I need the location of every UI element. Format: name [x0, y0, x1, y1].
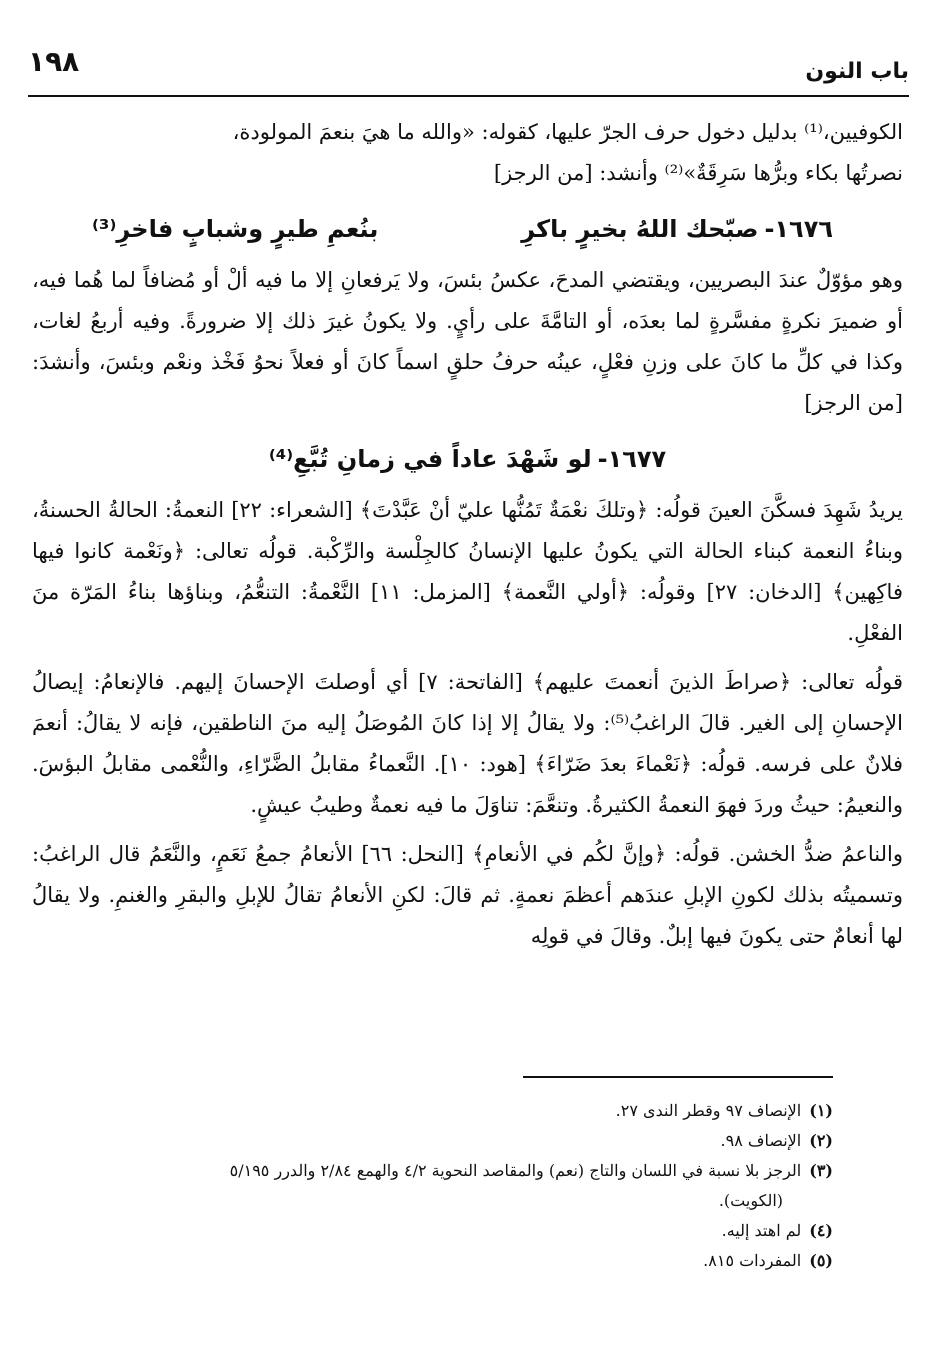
paragraph-1 — [32, 112, 903, 194]
verse-1676 — [32, 202, 903, 256]
footnote: (٢)الإنصاف ٩٨. — [720, 1131, 833, 1150]
footnote: (٣)الرجز بلا نسبة في اللسان والتاج (نعم) والمقاصد النحوية ٤/٢ والهمع ٢/٨٤ والدرر ٥/١٩٥ — [229, 1161, 833, 1180]
paragraph-1-line-2: نصرتُها بكاء وبرُّها سَرِقَةٌ»⁽²⁾ وأنشد: [من الرجز] — [493, 161, 903, 185]
verse-1677 — [32, 432, 903, 486]
footnote-continuation: (الكويت). — [718, 1191, 783, 1210]
verse-number: ١٦٧٦- — [764, 215, 833, 243]
running-title: باب النون — [805, 59, 909, 84]
paragraph-3: يريدُ شَهِدَ فسكَّنَ العينَ قولُه: ﴿وتلكَ نعْمَةٌ تَمُنُّها عليّ أنْ عَبَّدْتَ﴾ [الشعراء: ٢٢] النعمةُ: الحالةُ الحسنةُ، وبناءُ النعمة كبناء الحالة التي يكونُ عليها الإنسانُ كالجِلْسة والرِّكْبة. قولُه تعالى: ﴿ونَعْمة كانوا فيها فاكِهين﴾ [الدخان: ٢٧] وقولُه: ﴿أولي النَّعمة﴾ [المزمل: ١١] النَّعْمةُ: التنعُّمُ، وبناؤها بناءُ المَرّة منَ الفعْلِ. — [32, 498, 903, 645]
verse-text: لو شَهْدَ عاداً في زمانِ تُبَّعِ⁽⁴⁾ — [268, 445, 592, 473]
footnote-divider — [523, 1076, 833, 1078]
verse-hemistich-first: ١٦٧٦-صبّحك اللهُ بخيرٍ باكرِ — [521, 215, 833, 243]
page-number: ١٩٨ — [28, 45, 80, 78]
footnotes — [70, 1096, 833, 1276]
paragraph-4: قولُه تعالى: ﴿صراطَ الذينَ أنعمتَ عليهم﴾ [الفاتحة: ٧] أي أوصلتَ الإحسانَ إليهم. فالإنعامُ: إيصالُ الإحسانِ إلى الغير. قالَ الراغبُ⁽⁵⁾: ولا يقالُ إلا إذا كانَ المُوصَلُ إليه منَ الناطقين، فإنه لا يقالُ: أنعمَ فلانٌ على فرسه. قولُه: ﴿نَعْماءَ بعدَ ضَرّاءَ﴾ [هود: ١٠]. النَّعماءُ مقابلُ الضَّرّاءِ، والنُّعْمى مقابلُ البؤسَ. والنعيمُ: حيثُ وردَ فهوَ النعمةُ الكثيرةُ. وتنعَّمَ: تناوَلَ ما فيه نعمةٌ وطيبُ عيشٍ. — [32, 670, 903, 817]
paragraph-2: وهو مؤوّلٌ عندَ البصريين، ويقتضي المدحَ، عكسُ بئسَ، ولا يَرفعانِ إلا ما فيه ألْ أو مُضافاً لما هُما فيه، أو ضميرَ نكرةٍ مفسَّرةٍ لما بعدَه، أو التامَّةَ على رأيٍ. ولا يكونُ غيرَ ذلك إلا ضرورةً. وفيه أربعُ لغات، وكذا في كلِّ ما كانَ على وزنِ فعْلٍ، عينُه حرفُ حلقٍ اسماً كانَ أو فعلاً نحوُ فَخْذ ونعْم وبئسَ، وأنشدَ: [من الرجز] — [32, 268, 903, 415]
verse-number: ١٦٧٧- — [597, 445, 667, 473]
verse-hemistich-second: بنُعمِ طيرٍ وشبابٍ فاخرِ⁽³⁾ — [92, 215, 379, 243]
footnote: (١)الإنصاف ٩٧ وقطر الندى ٢٧. — [615, 1101, 833, 1120]
main-text — [32, 112, 903, 965]
footnote: (٤)لم اهتد إليه. — [721, 1221, 833, 1240]
paragraph-1-line-1: الكوفيين،⁽¹⁾ بدليل دخول حرف الجرّ عليها، كقوله: «والله ما هيَ بنعمَ المولودة، — [232, 120, 903, 144]
footnote: (٥)المفردات ٨١٥. — [703, 1251, 833, 1270]
page-header — [28, 45, 909, 97]
paragraph-5: والناعمُ ضدُّ الخشن. قولُه: ﴿وإنَّ لكُم في الأنعامِ﴾ [النحل: ٦٦] الأنعامُ جمعُ نَعَمٍ، والنَّعَمُ قال الراغبُ: وتسميتُه بذلك لكونِ الإبلِ عندَهم أعظمَ نعمةٍ. ثم قالَ: لكنِ الأنعامُ تقالُ للإبلِ والبقرِ والغنمِ. ولا يقالُ لها أنعامٌ حتى يكونَ فيها إبلٌ. وقالَ في قولِه — [32, 842, 904, 948]
